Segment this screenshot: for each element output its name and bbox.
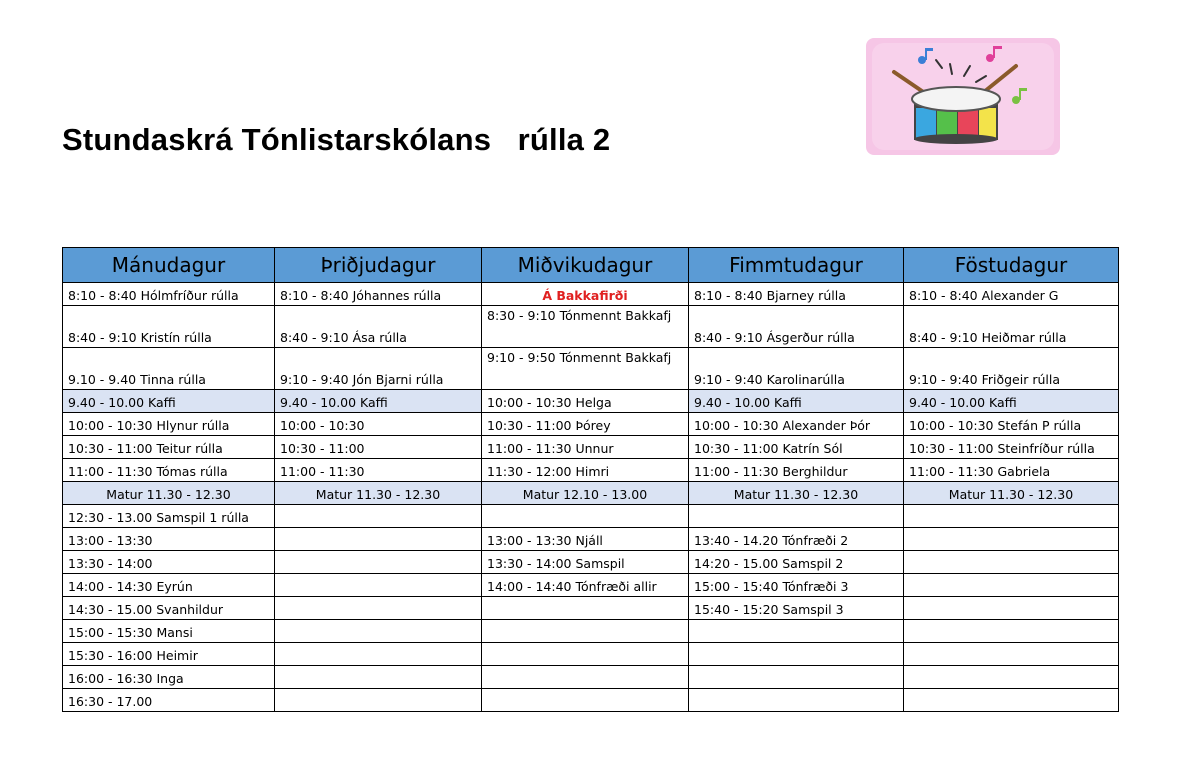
table-cell: 8:40 - 9:10 Kristín rúlla [63, 306, 275, 348]
table-cell: 13:30 - 14:00 [63, 551, 275, 574]
table-row [63, 436, 1119, 459]
table-cell [904, 689, 1119, 712]
table-cell [482, 689, 689, 712]
table-cell: 14:20 - 15.00 Samspil 2 [689, 551, 904, 574]
table-row [63, 643, 1119, 666]
table-cell [275, 689, 482, 712]
table-cell: 15:00 - 15:40 Tónfræði 3 [689, 574, 904, 597]
day-header-friday: Föstudagur [904, 248, 1119, 283]
table-cell: 13:00 - 13:30 Njáll [482, 528, 689, 551]
table-cell: Matur 12.10 - 13.00 [482, 482, 689, 505]
table-cell: 10:30 - 11:00 Steinfríður rúlla [904, 436, 1119, 459]
table-row [63, 528, 1119, 551]
table-cell [482, 597, 689, 620]
table-cell: 10:30 - 11:00 Teitur rúlla [63, 436, 275, 459]
table-cell [482, 620, 689, 643]
day-header-wednesday: Miðvikudagur [482, 248, 689, 283]
table-cell: 9:10 - 9:40 Karolinarúlla [689, 348, 904, 390]
table-cell [689, 666, 904, 689]
table-cell: 8:10 - 8:40 Hólmfríður rúlla [63, 283, 275, 306]
table-cell [904, 551, 1119, 574]
table-row [63, 597, 1119, 620]
table-cell: 8:10 - 8:40 Bjarney rúlla [689, 283, 904, 306]
table-cell: 9.40 - 10.00 Kaffi [904, 390, 1119, 413]
day-header-thursday: Fimmtudagur [689, 248, 904, 283]
table-row-lunch [63, 482, 1119, 505]
table-cell [275, 620, 482, 643]
table-cell: 15:30 - 16:00 Heimir [63, 643, 275, 666]
table-cell: 13:30 - 14:00 Samspil [482, 551, 689, 574]
table-cell [275, 551, 482, 574]
table-cell [904, 597, 1119, 620]
table-cell: 16:00 - 16:30 Inga [63, 666, 275, 689]
table-cell: Matur 11.30 - 12.30 [689, 482, 904, 505]
table-row [63, 413, 1119, 436]
table-cell [904, 574, 1119, 597]
table-row [63, 689, 1119, 712]
table-cell: 14:00 - 14:30 Eyrún [63, 574, 275, 597]
table-cell: 10:00 - 10:30 Stefán P rúlla [904, 413, 1119, 436]
table-cell [275, 528, 482, 551]
table-row-break [63, 390, 1119, 413]
table-cell: 8:10 - 8:40 Alexander G [904, 283, 1119, 306]
table-cell [275, 643, 482, 666]
table-cell: 13:40 - 14.20 Tónfræði 2 [689, 528, 904, 551]
table-row [63, 574, 1119, 597]
table-cell: 10:00 - 10:30 [275, 413, 482, 436]
table-row [63, 620, 1119, 643]
table-cell: 11:00 - 11:30 Tómas rúlla [63, 459, 275, 482]
table-cell: 11:00 - 11:30 Gabriela [904, 459, 1119, 482]
table-cell: 11:00 - 11:30 Berghildur [689, 459, 904, 482]
table-row [63, 306, 1119, 348]
table-row [63, 551, 1119, 574]
table-cell: 9:10 - 9:50 Tónmennt Bakkafj [482, 348, 689, 390]
table-cell: 10:00 - 10:30 Helga [482, 390, 689, 413]
table-row [63, 666, 1119, 689]
table-cell: Matur 11.30 - 12.30 [904, 482, 1119, 505]
day-header-tuesday: Þriðjudagur [275, 248, 482, 283]
table-cell: Matur 11.30 - 12.30 [275, 482, 482, 505]
table-cell: 16:30 - 17.00 [63, 689, 275, 712]
table-cell [275, 597, 482, 620]
table-cell: 9.40 - 10.00 Kaffi [275, 390, 482, 413]
table-cell: 14:00 - 14:40 Tónfræði allir [482, 574, 689, 597]
table-cell [482, 666, 689, 689]
table-cell [904, 666, 1119, 689]
page-title: Stundaskrá Tónlistarskólans rúlla 2 [62, 122, 611, 157]
table-cell: 13:00 - 13:30 [63, 528, 275, 551]
table-cell [904, 643, 1119, 666]
day-header-row [63, 248, 1119, 283]
schedule-table [62, 247, 1119, 712]
table-cell: 8:40 - 9:10 Ásgerður rúlla [689, 306, 904, 348]
table-cell [275, 666, 482, 689]
table-cell [904, 620, 1119, 643]
table-cell: 12:30 - 13.00 Samspil 1 rúlla [63, 505, 275, 528]
table-cell: 8:40 - 9:10 Ása rúlla [275, 306, 482, 348]
table-cell-highlight: Á Bakkafirði [482, 283, 689, 306]
table-cell [904, 505, 1119, 528]
table-cell: 15:00 - 15:30 Mansi [63, 620, 275, 643]
table-cell [689, 643, 904, 666]
table-cell: 9:10 - 9:40 Jón Bjarni rúlla [275, 348, 482, 390]
table-row [63, 459, 1119, 482]
table-cell: 10:00 - 10:30 Hlynur rúlla [63, 413, 275, 436]
day-header-monday: Mánudagur [63, 248, 275, 283]
table-cell: 10:30 - 11:00 Katrín Sól [689, 436, 904, 459]
table-cell [689, 620, 904, 643]
table-cell: 11:00 - 11:30 [275, 459, 482, 482]
table-cell [275, 505, 482, 528]
table-cell [904, 528, 1119, 551]
table-cell [482, 505, 689, 528]
table-cell: 9.40 - 10.00 Kaffi [63, 390, 275, 413]
table-cell: 8:10 - 8:40 Jóhannes rúlla [275, 283, 482, 306]
table-cell: 8:30 - 9:10 Tónmennt Bakkafj [482, 306, 689, 348]
table-cell [275, 574, 482, 597]
table-cell [689, 505, 904, 528]
table-cell [482, 643, 689, 666]
table-cell: 10:30 - 11:00 [275, 436, 482, 459]
drum-with-music-notes-icon [866, 38, 1060, 155]
table-cell: 11:00 - 11:30 Unnur [482, 436, 689, 459]
table-cell: 8:40 - 9:10 Heiðmar rúlla [904, 306, 1119, 348]
table-row [63, 283, 1119, 306]
table-row [63, 505, 1119, 528]
table-cell: 11:30 - 12:00 Himri [482, 459, 689, 482]
table-cell: 14:30 - 15.00 Svanhildur [63, 597, 275, 620]
table-cell: 15:40 - 15:20 Samspil 3 [689, 597, 904, 620]
table-cell [689, 689, 904, 712]
table-cell: Matur 11.30 - 12.30 [63, 482, 275, 505]
table-cell: 10:00 - 10:30 Alexander Þór [689, 413, 904, 436]
table-cell: 9:10 - 9:40 Friðgeir rúlla [904, 348, 1119, 390]
table-row [63, 348, 1119, 390]
table-cell: 9.10 - 9.40 Tinna rúlla [63, 348, 275, 390]
table-cell: 10:30 - 11:00 Þórey [482, 413, 689, 436]
table-cell: 9.40 - 10.00 Kaffi [689, 390, 904, 413]
